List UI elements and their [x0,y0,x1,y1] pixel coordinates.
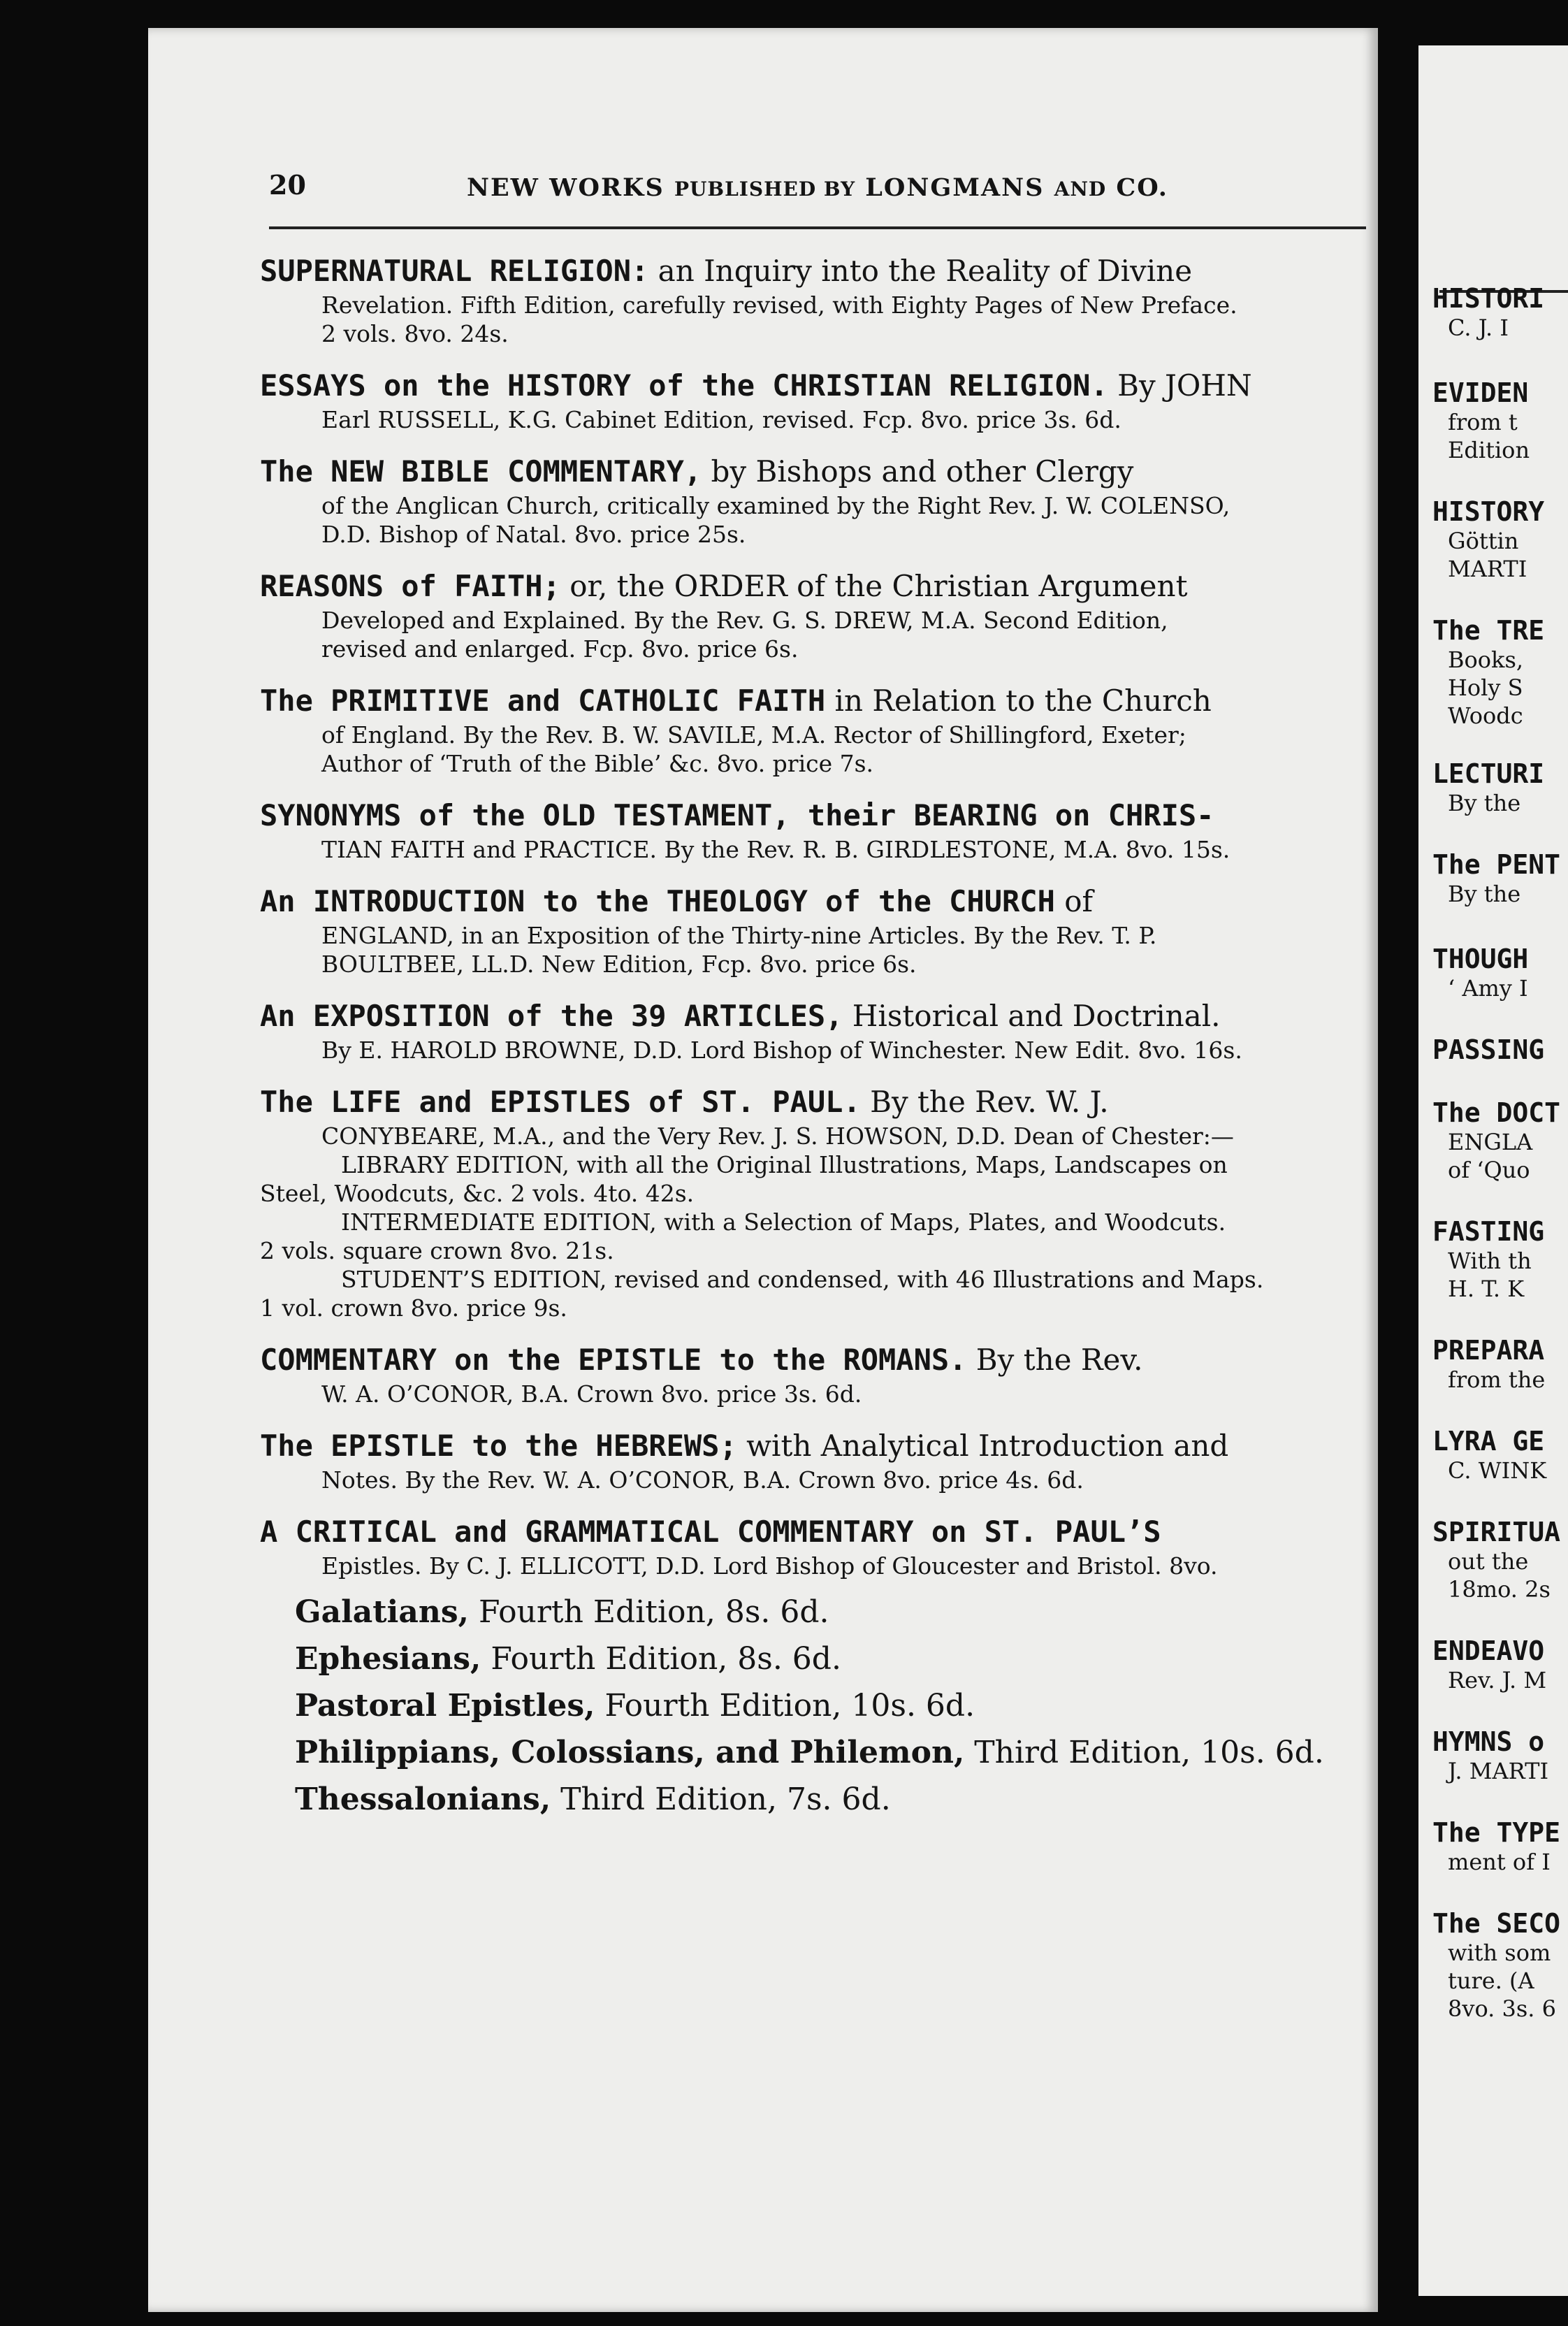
edition-cont: Steel, Woodcuts, &c. 2 vols. 4to. 42s. [260,1180,695,1207]
facing-entry-title: HISTORY [1432,496,1545,527]
facing-entry-text: ENGLA [1448,1129,1533,1155]
catalogue-column [260,252,1367,1841]
facing-entry-title: LECTURI [1432,758,1545,789]
facing-entry-title: PASSING [1432,1034,1545,1065]
catalogue-entry [260,882,1367,978]
entry-title: An INTRODUCTION to the THEOLOGY of the CHURCH [260,884,1055,918]
entry-title: An EXPOSITION of the 39 ARTICLES, [260,999,843,1033]
entry-detail: Developed and Explained. By the Rev. G. S. DREW, M.A. Second Edition, [321,607,1168,634]
part-name: Thessalonians, [295,1782,551,1817]
catalogue-entry [260,997,1367,1064]
entry-detail: Author of ‘Truth of the Bible’ &c. 8vo. price 7s. [321,750,874,777]
facing-entry-text: Holy S [1448,674,1523,701]
entry-title-line [260,1341,1367,1380]
facing-entry-title: The PENT [1432,849,1561,880]
edition-lead: INTERMEDIATE EDITION, with a Selection of Maps, Plates, and Woodcuts. [341,1208,1226,1236]
entry-title-line [260,796,1367,835]
entry-title: The LIFE and EPISTLES of ST. PAUL. [260,1085,861,1119]
running-head [467,173,1168,202]
facing-entry-text: C. WINK [1448,1457,1547,1484]
facing-entry-title: ENDEAVO [1432,1635,1545,1666]
entry-title: The NEW BIBLE COMMENTARY, [260,454,702,489]
part-edition: Third Edition, 10s. 6d. [964,1735,1324,1770]
facing-entry-title: The TYPE [1432,1817,1561,1848]
part-name: Pastoral Epistles, [295,1688,595,1724]
facing-entry [1432,377,1530,464]
running-head-part: CO. [1116,173,1168,202]
facing-entry-title: HYMNS o [1432,1726,1545,1757]
facing-entry-text: of ‘Quo [1448,1157,1530,1183]
facing-entry-title: LYRA GE [1432,1426,1545,1457]
entry-detail: ENGLAND, in an Exposition of the Thirty-nine Articles. By the Rev. T. P. [321,922,1157,949]
entry-title: REASONS of FAITH; [260,569,560,603]
entry-title-line [260,1426,1367,1466]
facing-entry-text: ment of I [1448,1849,1551,1875]
edition-cont: 1 vol. crown 8vo. price 9s. [260,1294,567,1322]
facing-entry-text: 8vo. 3s. 6 [1448,1995,1556,2022]
edition-item [260,1150,1367,1208]
entry-title-rest: By the Rev. W. J. [860,1085,1109,1119]
facing-entry [1432,944,1528,1002]
list-item [295,1589,1367,1635]
facing-entry [1432,283,1544,342]
list-item [295,1729,1367,1776]
catalogue-entry [260,252,1367,348]
entry-title-line [260,681,1367,721]
facing-entry [1432,1426,1546,1485]
entry-title: ESSAYS on the HISTORY of the CHRISTIAN RELIGION. [260,368,1108,403]
facing-entry [1432,758,1544,817]
catalogue-entry [260,796,1367,864]
entry-detail: revised and enlarged. Fcp. 8vo. price 6s. [321,635,799,663]
entry-detail: Revelation. Fifth Edition, carefully revised, with Eighty Pages of New Preface. [321,291,1237,319]
entry-title: SYNONYMS of the OLD TESTAMENT, their BEARING on CHRIS- [260,798,1214,832]
edition-item [260,1265,1367,1322]
facing-entry-title: The TRE [1432,615,1545,646]
running-head-part: PUBLISHED BY [674,178,856,201]
facing-entry-text: ‘ Amy I [1448,975,1528,1002]
facing-entry [1432,849,1560,908]
facing-entry-text: Rev. J. M [1448,1667,1547,1693]
facing-entry-text: MARTI [1448,556,1527,582]
entry-detail: D.D. Bishop of Natal. 8vo. price 25s. [321,521,746,548]
edition-cont: 2 vols. square crown 8vo. 21s. [260,1237,614,1264]
facing-entry [1432,1097,1560,1184]
entry-detail: CONYBEARE, M.A., and the Very Rev. J. S. HOWSON, D.D. Dean of Chester:— [321,1122,1234,1150]
list-item [295,1682,1367,1729]
facing-entry-text: By the [1448,881,1521,907]
facing-entry [1432,1034,1544,1065]
entry-title-line [260,567,1367,606]
part-edition: Third Edition, 7s. 6d. [551,1782,891,1817]
facing-entry-text: With th [1448,1248,1532,1274]
entry-detail: W. A. O’CONOR, B.A. Crown 8vo. price 3s. 6d. [321,1380,862,1408]
entry-title-line [260,1083,1367,1122]
facing-entry-title: HISTORI [1432,283,1545,314]
catalogue-entry [260,452,1367,549]
facing-entry-text: 18mo. 2s [1448,1576,1551,1603]
catalogue-entry [260,1512,1367,1823]
entry-title-rest: of [1054,884,1094,918]
entry-detail: Notes. By the Rev. W. A. O’CONOR, B.A. Crown 8vo. price 4s. 6d. [321,1466,1084,1494]
facing-entry [1432,1908,1560,2023]
facing-entry [1432,1335,1545,1394]
entry-title-rest: or, the ORDER of the Christian Argument [560,569,1188,603]
catalogue-entry [260,681,1367,778]
part-edition: Fourth Edition, 8s. 6d. [468,1594,829,1630]
entry-title: A CRITICAL and GRAMMATICAL COMMENTARY on ST. PAUL’S [260,1515,1161,1549]
facing-entry-text: Edition [1448,437,1530,463]
part-name: Galatians, [295,1594,469,1630]
facing-entry-text: H. T. K [1448,1276,1525,1302]
entry-detail: Epistles. By C. J. ELLICOTT, D.D. Lord Bishop of Gloucester and Bristol. 8vo. [321,1552,1218,1580]
facing-entry [1432,1817,1560,1876]
edition-lead: STUDENT’S EDITION, revised and condensed, with 46 Illustrations and Maps. [341,1266,1264,1293]
commentary-parts-list [260,1589,1367,1823]
catalogue-entry [260,366,1367,434]
facing-entry-text: J. MARTI [1448,1758,1549,1784]
entry-detail: By E. HAROLD BROWNE, D.D. Lord Bishop of Winchester. New Edit. 8vo. 16s. [321,1036,1242,1064]
running-head-part: LONGMANS [865,173,1045,202]
page-header [269,159,1366,229]
entry-detail: 2 vols. 8vo. 24s. [321,320,509,347]
entry-title-rest: with Analytical Introduction and [736,1429,1229,1463]
facing-entry-title: EVIDEN [1432,377,1529,408]
entry-title-line [260,882,1367,921]
facing-entry [1432,615,1544,730]
facing-entry-title: The DOCT [1432,1097,1561,1128]
facing-entry [1432,1726,1548,1785]
entry-title: SUPERNATURAL RELIGION: [260,254,649,288]
entry-detail: of England. By the Rev. B. W. SAVILE, M.A. Rector of Shillingford, Exeter; [321,721,1186,749]
entry-title-line [260,452,1367,491]
facing-entry [1432,1517,1560,1603]
facing-entry-text: from t [1448,409,1518,435]
catalogue-entry [260,1083,1367,1322]
entry-title-rest: in Relation to the Church [825,684,1212,718]
entry-detail: Earl RUSSELL, K.G. Cabinet Edition, revised. Fcp. 8vo. price 3s. 6d. [321,406,1121,433]
facing-entry-text: By the [1448,790,1521,816]
entry-title-rest: an Inquiry into the Reality of Divine [648,254,1193,288]
facing-entry-title: FASTING [1432,1216,1545,1247]
part-name: Philippians, Colossians, and Philemon, [295,1735,965,1770]
part-edition: Fourth Edition, 10s. 6d. [595,1688,975,1724]
entry-title-rest: Historical and Doctrinal. [843,999,1221,1033]
part-name: Ephesians, [295,1641,481,1677]
catalogue-entry [260,1426,1367,1494]
entry-title: The EPISTLE to the HEBREWS; [260,1429,737,1463]
catalogue-entry [260,1341,1367,1408]
list-item [295,1635,1367,1682]
entry-detail: TIAN FAITH and PRACTICE. By the Rev. R. B. GIRDLESTONE, M.A. 8vo. 15s. [321,836,1231,863]
entry-title-line [260,1512,1367,1552]
facing-entry-title: SPIRITUA [1432,1517,1561,1547]
facing-entry-text: ture. (A [1448,1967,1534,1994]
facing-entry-text: with som [1448,1939,1551,1966]
facing-entry-title: PREPARA [1432,1335,1545,1366]
entry-title-rest: By the Rev. [966,1343,1143,1377]
facing-entry-text: Göttin [1448,528,1519,554]
list-item [295,1776,1367,1823]
facing-entry-text: from the [1448,1366,1546,1393]
running-head-part: NEW WORKS [467,173,665,202]
page-number: 20 [269,169,306,201]
facing-entry [1432,1216,1544,1303]
edition-item [260,1208,1367,1265]
facing-page-fragment [1418,45,1568,2296]
entry-title-line [260,252,1367,291]
facing-entry [1432,1635,1546,1694]
entry-title-line [260,366,1367,405]
edition-lead: LIBRARY EDITION, with all the Original Illustrations, Maps, Landscapes on [341,1151,1228,1178]
part-edition: Fourth Edition, 8s. 6d. [481,1641,841,1677]
entry-title-rest: By JOHN [1108,368,1252,403]
facing-entry-title: THOUGH [1432,944,1529,974]
facing-entry-text: Books, [1448,646,1524,673]
catalogue-entry [260,567,1367,663]
entry-title-line [260,997,1367,1036]
facing-entry-text: out the [1448,1548,1529,1575]
facing-entry-title: The SECO [1432,1908,1561,1939]
facing-entry-text: Woodc [1448,702,1523,729]
facing-entry [1432,496,1544,583]
running-head-part: AND [1054,178,1107,201]
entry-title: COMMENTARY on the EPISTLE to the ROMANS. [260,1343,967,1377]
entry-title-rest: by Bishops and other Clergy [702,454,1134,489]
entry-title: The PRIMITIVE and CATHOLIC FAITH [260,684,826,718]
entry-detail: BOULTBEE, LL.D. New Edition, Fcp. 8vo. price 6s. [321,951,917,978]
facing-entry-text: C. J. I [1448,315,1509,341]
entry-detail: of the Anglican Church, critically examined by the Right Rev. J. W. COLENSO, [321,492,1231,519]
